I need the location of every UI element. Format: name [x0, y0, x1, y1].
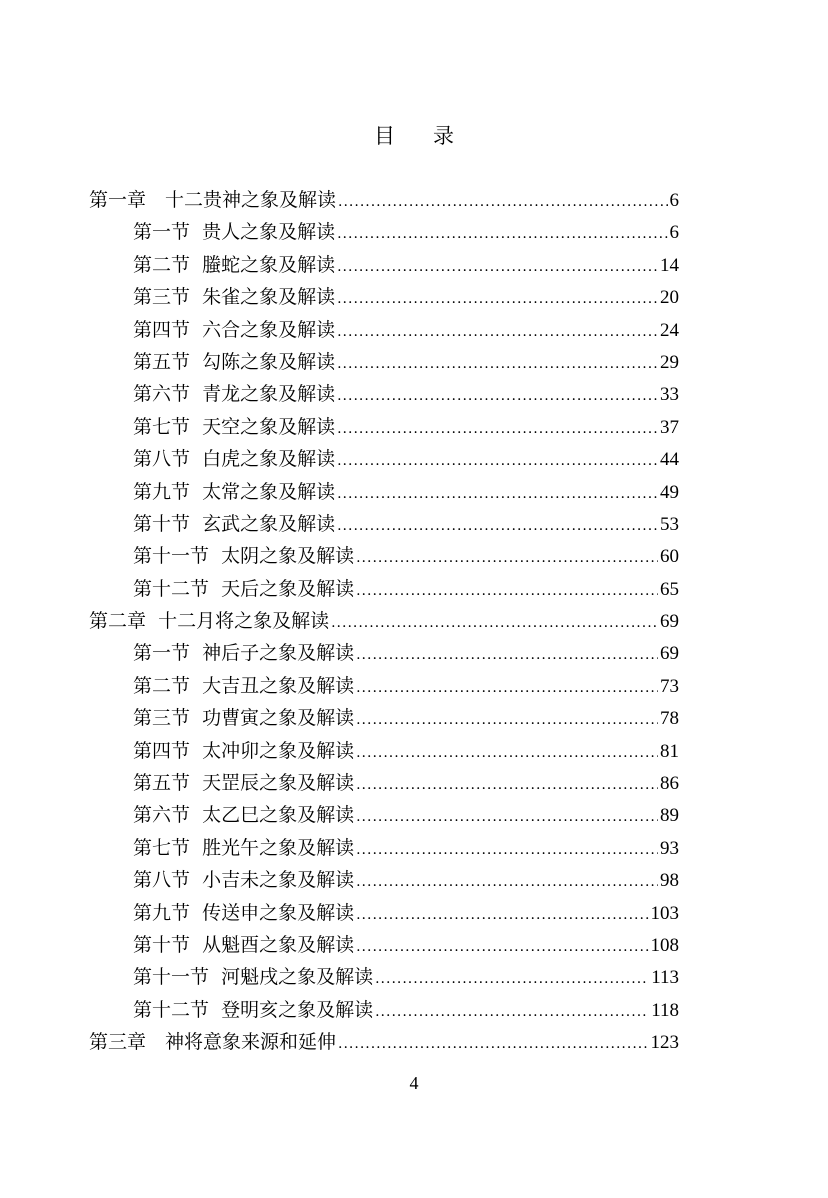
- toc-entry-title: 第一节 贵人之象及解读: [133, 221, 336, 244]
- dot-leader: [337, 445, 658, 477]
- dot-leader: [356, 639, 658, 671]
- toc-entry-page-number: 37: [660, 416, 679, 438]
- toc-entry-title: 第十二节 登明亥之象及解读: [133, 998, 374, 1021]
- toc-entry-page-number: 60: [660, 546, 679, 568]
- toc-entry-title: 第九节 传送申之象及解读: [133, 901, 355, 924]
- toc-entry-page-number: 65: [660, 578, 679, 600]
- dot-leader: [356, 801, 658, 833]
- dot-leader: [356, 737, 658, 769]
- toc-section-entry[interactable]: [0, 767, 828, 799]
- title-char-right: 录: [433, 124, 454, 148]
- toc-entry-page-number: 98: [660, 870, 679, 892]
- dot-leader: [337, 380, 658, 412]
- toc-entry-title: 第二章 十二月将之象及解读: [89, 610, 330, 633]
- toc-entry-title: 第十一节 河魁戌之象及解读: [133, 966, 374, 989]
- toc-entry-page-number: 44: [660, 449, 679, 471]
- toc-section-entry[interactable]: [0, 540, 828, 572]
- toc-section-entry[interactable]: [0, 508, 828, 540]
- title-char-left: 目: [374, 124, 395, 148]
- dot-leader: [338, 186, 667, 218]
- toc-section-entry[interactable]: [0, 314, 828, 346]
- table-of-contents: [0, 184, 828, 1059]
- toc-section-entry[interactable]: [0, 994, 828, 1026]
- toc-entry-page-number: 20: [660, 287, 679, 309]
- dot-leader: [337, 510, 658, 542]
- toc-entry-page-number: 93: [660, 837, 679, 859]
- dot-leader: [338, 1028, 648, 1060]
- dot-leader: [337, 218, 667, 250]
- toc-entry-page-number: 89: [660, 805, 679, 827]
- toc-section-entry[interactable]: [0, 378, 828, 410]
- toc-entry-page-number: 123: [650, 1032, 679, 1054]
- dot-leader: [375, 996, 649, 1028]
- toc-section-entry[interactable]: [0, 476, 828, 508]
- toc-entry-page-number: 78: [660, 708, 679, 730]
- dot-leader: [337, 316, 658, 348]
- page-number: 4: [409, 1073, 419, 1093]
- toc-chapter-entry[interactable]: [0, 1026, 828, 1058]
- dot-leader: [337, 413, 658, 445]
- toc-entry-title: 第四节 太冲卯之象及解读: [133, 739, 355, 762]
- toc-entry-title: 第四节 六合之象及解读: [133, 318, 336, 341]
- toc-section-entry[interactable]: [0, 799, 828, 831]
- toc-entry-title: 第八节 白虎之象及解读: [133, 448, 336, 471]
- toc-entry-page-number: 108: [650, 934, 679, 956]
- toc-section-entry[interactable]: [0, 637, 828, 669]
- toc-entry-title: 第六节 太乙巳之象及解读: [133, 804, 355, 827]
- dot-leader: [337, 478, 658, 510]
- toc-section-entry[interactable]: [0, 249, 828, 281]
- toc-entry-title: 第一章 十二贵神之象及解读: [89, 189, 337, 211]
- dot-leader: [375, 963, 649, 995]
- toc-section-entry[interactable]: [0, 832, 828, 864]
- toc-entry-page-number: 69: [660, 643, 679, 665]
- toc-entry-page-number: 14: [660, 254, 679, 276]
- toc-entry-page-number: 24: [660, 319, 679, 341]
- toc-entry-page-number: 118: [651, 999, 679, 1021]
- dot-leader: [337, 251, 658, 283]
- toc-section-entry[interactable]: [0, 216, 828, 248]
- toc-section-entry[interactable]: [0, 864, 828, 896]
- toc-entry-page-number: 6: [669, 222, 679, 244]
- toc-entry-title: 第十节 从魁酉之象及解读: [133, 933, 355, 956]
- toc-chapter-entry[interactable]: [0, 184, 828, 216]
- toc-entry-page-number: 73: [660, 675, 679, 697]
- toc-entry-title: 第九节 太常之象及解读: [133, 480, 336, 503]
- dot-leader: [356, 704, 658, 736]
- toc-entry-page-number: 81: [660, 740, 679, 762]
- toc-entry-title: 第二节 大吉丑之象及解读: [133, 674, 355, 697]
- toc-entry-title: 第六节 青龙之象及解读: [133, 383, 336, 406]
- toc-entry-page-number: 86: [660, 773, 679, 795]
- toc-entry-title: 第七节 胜光午之象及解读: [133, 836, 355, 859]
- dot-leader: [337, 348, 658, 380]
- toc-section-entry[interactable]: [0, 670, 828, 702]
- toc-entry-title: 第二节 螣蛇之象及解读: [133, 253, 336, 276]
- toc-entry-page-number: 103: [650, 902, 679, 924]
- toc-section-entry[interactable]: [0, 735, 828, 767]
- dot-leader: [356, 834, 658, 866]
- dot-leader: [337, 283, 658, 315]
- dot-leader: [356, 769, 658, 801]
- dot-leader: [356, 672, 658, 704]
- dot-leader: [356, 931, 648, 963]
- dot-leader: [356, 575, 658, 607]
- toc-section-entry[interactable]: [0, 897, 828, 929]
- toc-entry-page-number: 6: [669, 190, 679, 211]
- dot-leader: [356, 899, 648, 931]
- toc-entry-title: 第三节 功曹寅之象及解读: [133, 707, 355, 730]
- toc-entry-title: 第十节 玄武之象及解读: [133, 512, 336, 535]
- toc-section-entry[interactable]: [0, 961, 828, 993]
- toc-chapter-entry[interactable]: [0, 605, 828, 637]
- toc-section-entry[interactable]: [0, 702, 828, 734]
- page-title: [0, 120, 828, 150]
- toc-entry-title: 第十二节 天后之象及解读: [133, 577, 355, 600]
- toc-entry-page-number: 29: [660, 351, 679, 373]
- toc-entry-title: 第一节 神后子之象及解读: [133, 642, 355, 665]
- dot-leader: [356, 866, 658, 898]
- toc-entry-title: 第三章 神将意象来源和延伸: [89, 1031, 337, 1054]
- toc-entry-title: 第七节 天空之象及解读: [133, 415, 336, 438]
- toc-section-entry[interactable]: [0, 443, 828, 475]
- toc-section-entry[interactable]: [0, 411, 828, 443]
- dot-leader: [331, 607, 658, 639]
- toc-entry-title: 第五节 勾陈之象及解读: [133, 350, 336, 373]
- dot-leader: [356, 542, 658, 574]
- toc-section-entry[interactable]: [0, 346, 828, 378]
- toc-entry-title: 第八节 小吉未之象及解读: [133, 869, 355, 892]
- toc-entry-title: 第三节 朱雀之象及解读: [133, 286, 336, 309]
- toc-section-entry[interactable]: [0, 573, 828, 605]
- toc-entry-page-number: 33: [660, 384, 679, 406]
- toc-entry-title: 第五节 天罡辰之象及解读: [133, 772, 355, 795]
- toc-entry-page-number: 53: [660, 513, 679, 535]
- toc-section-entry[interactable]: [0, 929, 828, 961]
- toc-entry-page-number: 113: [651, 967, 679, 989]
- toc-section-entry[interactable]: [0, 281, 828, 313]
- toc-entry-page-number: 69: [660, 611, 679, 633]
- toc-entry-page-number: 49: [660, 481, 679, 503]
- toc-entry-title: 第十一节 太阴之象及解读: [133, 545, 355, 568]
